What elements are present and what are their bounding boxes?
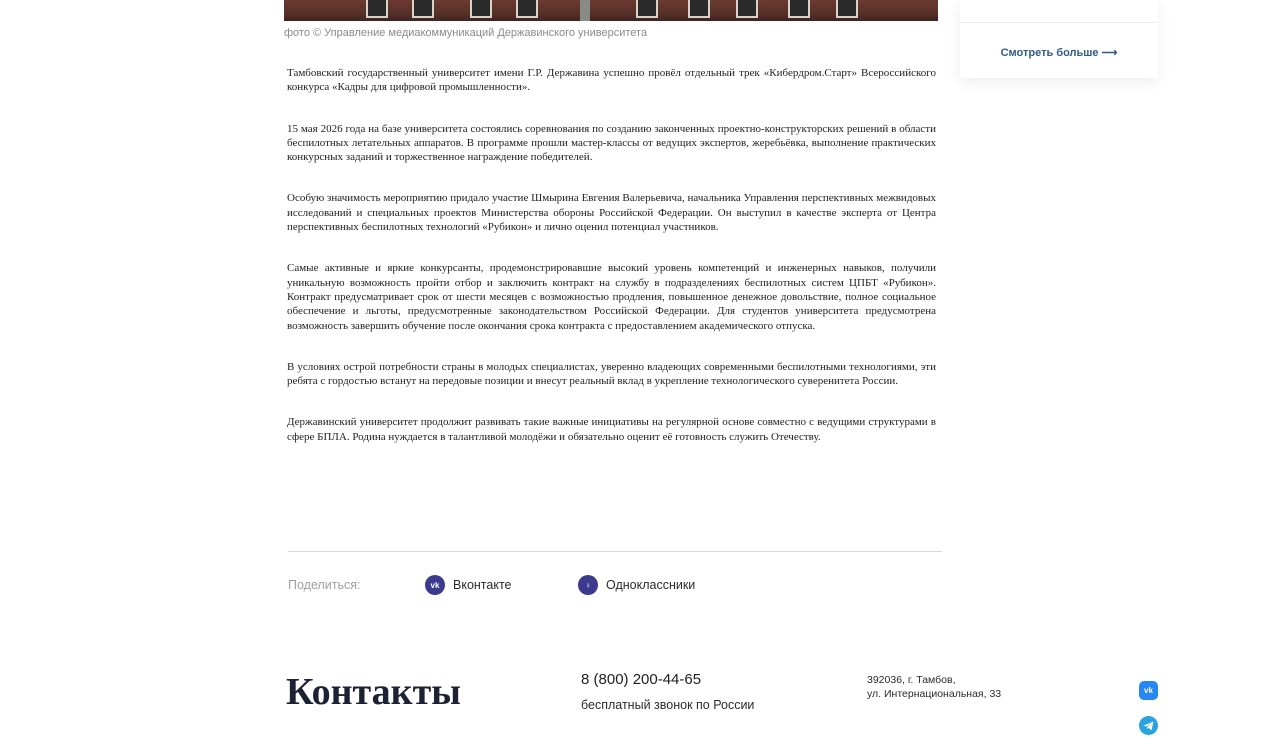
photo-window [470,0,492,18]
article-paragraph: Державинский университет продолжит развивать такие важные инициативы на регулярной основе совместно с ведущими структурами в сфере БПЛА. Родина нуждается в талантливой молодёжи и обязательно оценит её готовность служить Отечеству. [287,416,936,443]
photo-window [688,0,710,18]
sidebar-divider [960,22,1158,23]
photo-caption: фото © Управление медиакоммуникаций Державинского университета [284,27,648,39]
article-paragraph: В условиях острой потребности страны в молодых специалистах, уверенно владеющих современными беспилотными технологиями, эти ребята с гордостью встанут на передовые позиции и внесут реальный вклад в укрепление технологического суверенитета России. [287,360,936,388]
photo-window [636,0,658,18]
photo-window [366,0,388,18]
vk-icon: vk [425,575,445,595]
phone-note: бесплатный звонок по России [581,698,755,712]
photo-pillar [580,0,590,21]
share-label: Поделиться: [288,578,361,592]
telegram-icon[interactable] [1139,716,1158,735]
share-vk-label: Вконтакте [453,578,512,592]
contacts-title: Контакты [286,671,461,713]
share-divider [288,551,942,552]
telegram-plane-glyph [1143,721,1154,731]
photo-window [836,0,858,18]
sidebar-card [960,0,1158,78]
contact-address [867,674,1001,701]
photo-window [788,0,810,18]
photo-window [736,0,758,18]
article-body [287,66,936,471]
share-vk-button[interactable] [425,575,511,595]
article-paragraph: Самые активные и яркие конкурсанты, продемонстрировавшие высокий уровень компетенций и инженерных навыков, получили уникальную возможность пройти отбор и заключить контракт на службу в подразделениях беспилотных систем ЦПБТ «Рубикон». Контракт предусматривает срок от шести месяцев с возможностью продления, повышенное денежное довольствие, полное социальное обеспечение и льготы, предусмотренные законодательством Российской Федерации. Для студентов университета предусмотрена возможность завершить обучение после окончания срока контракта с предоставлением академического отпуска. [287,262,936,332]
vk-icon[interactable]: vk [1139,681,1158,700]
article-photo [284,0,938,21]
address-line: ул. Интернациональная, 33 [867,687,1002,700]
article-paragraph: Особую значимость мероприятию придало участие Шмырина Евгения Валерьевича, начальника Управления перспективных межвидовых исследований и специальных проектов Министерства обороны Российской Федерации. Он выступил в качестве эксперта от Центра перспективных беспилотных технологий «Рубикон» и лично оценил потенциал участников. [287,192,936,234]
see-more-link[interactable]: Смотреть больше ⟶ [1000,47,1118,59]
share-ok-label: Одноклассники [606,578,696,592]
share-ok-button[interactable] [578,575,695,595]
photo-window [412,0,434,18]
photo-window [516,0,538,18]
odnoklassniki-icon: ♀ [578,575,598,595]
address-line: 392036, г. Тамбов, [867,674,956,686]
contact-phone[interactable]: 8 (800) 200-44-65 [581,671,702,688]
article-paragraph: Тамбовский государственный университет имени Г.Р. Державина успешно провёл отдельный трек «Кибердром.Старт» Всероссийского конкурса «Кадры для цифровой промышленности». [287,67,936,94]
article-paragraph: 15 мая 2026 года на базе университета состоялись соревнования по созданию законченных проектно-конструкторских решений в области беспилотных летательных аппаратов. В программе прошли мастер-классы от ведущих экспертов, жеребьёвка, выполнение практических конкурсных заданий и торжественное награждение победителей. [287,122,936,164]
